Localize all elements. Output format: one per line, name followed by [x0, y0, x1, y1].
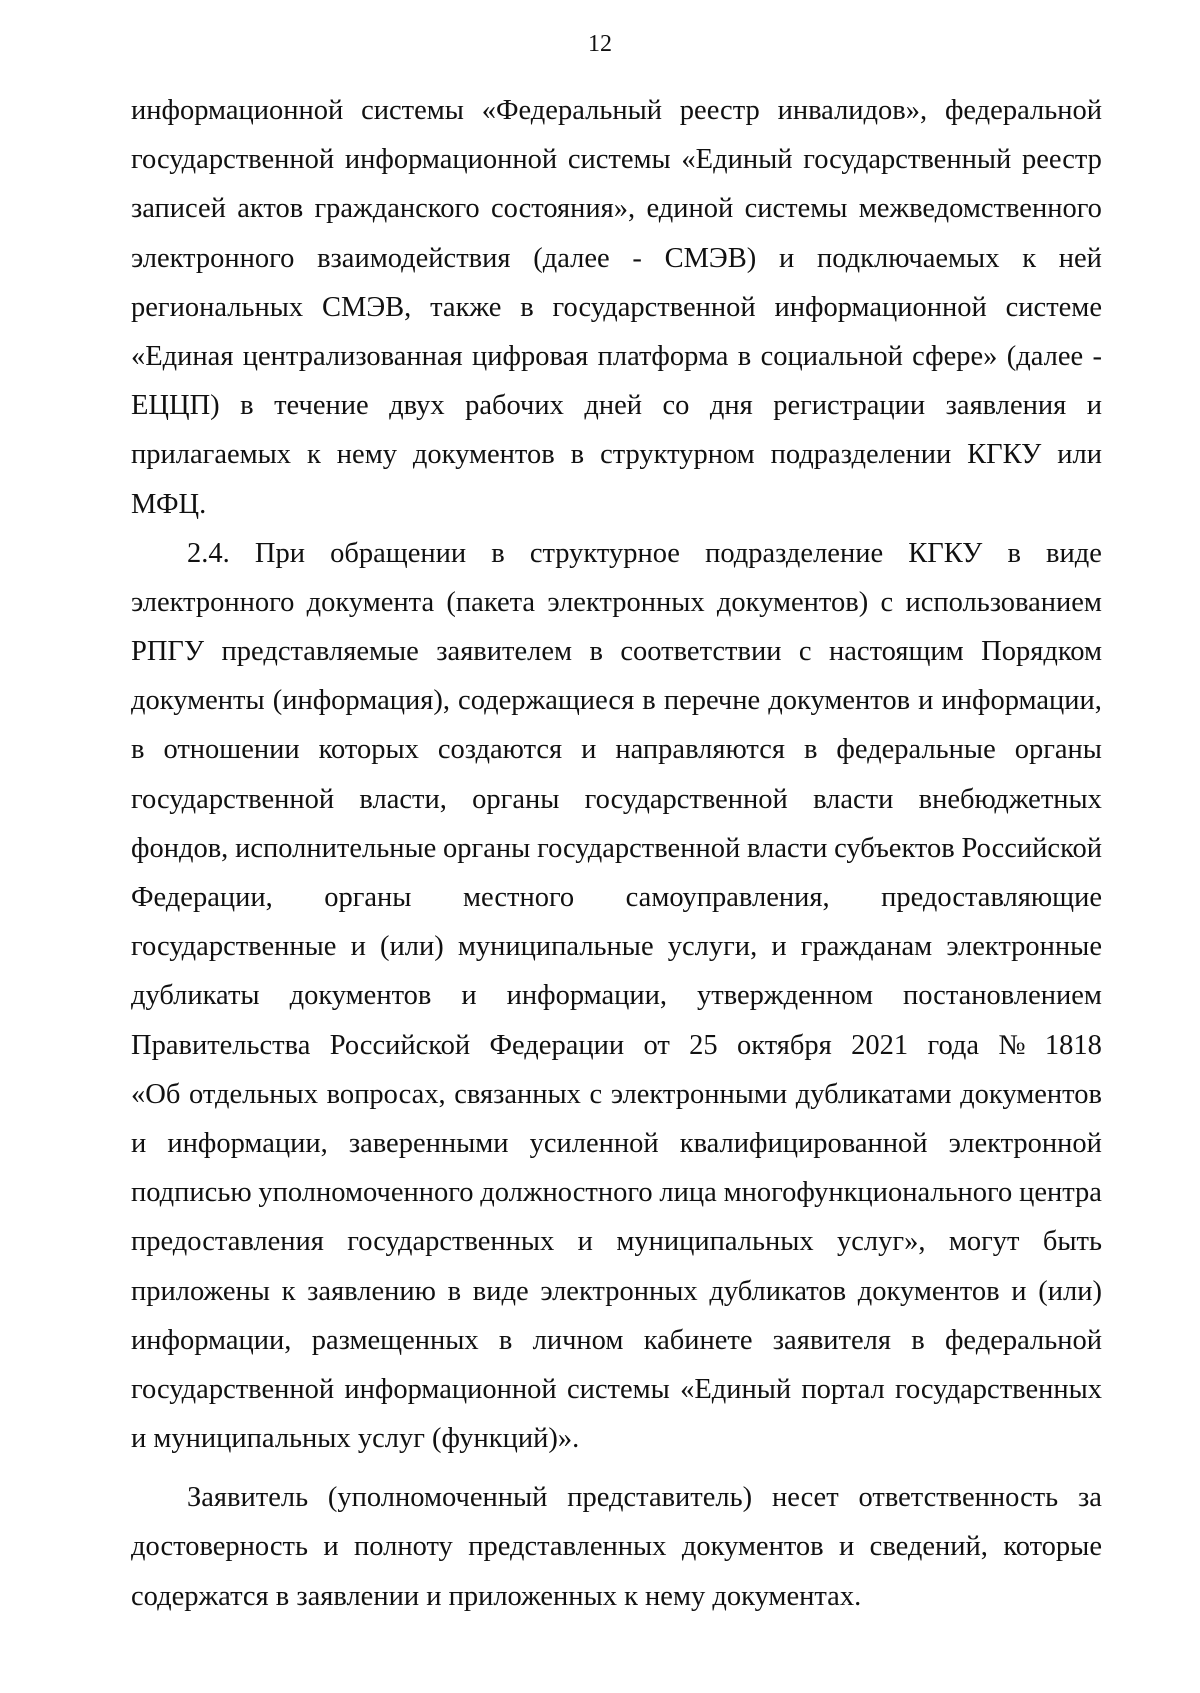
word: сведений, [869, 1531, 988, 1563]
word: с [798, 636, 812, 668]
word: № [998, 1029, 1026, 1061]
text-line [131, 971, 1102, 1020]
text-line: и муниципальных услуг (функций)». [131, 1423, 580, 1455]
word: информационной [344, 144, 558, 176]
word: и [577, 1226, 593, 1258]
word: связанных [454, 1078, 581, 1110]
word: (информация), [272, 685, 450, 717]
word: регистрации [773, 390, 926, 422]
word: дня [709, 390, 753, 422]
word: единой [646, 193, 734, 225]
word: и [461, 980, 477, 1012]
word: 2.4. [187, 537, 230, 569]
word: Заявитель [187, 1482, 309, 1514]
word: электронных [540, 1275, 698, 1307]
word: документа [306, 586, 435, 618]
text-line [131, 873, 1102, 922]
word: в [498, 1324, 513, 1356]
text-line [131, 824, 1102, 873]
text-line [131, 1070, 1102, 1119]
word: и [323, 1531, 339, 1563]
word: информации, [131, 1324, 292, 1356]
text-line: содержатся в заявлении и приложенных к нему документах. [131, 1580, 862, 1612]
word: 25 [689, 1029, 718, 1061]
word: приложены [131, 1275, 270, 1307]
word: заверенными [348, 1127, 509, 1159]
word: «Единый [680, 1373, 792, 1405]
word: реестр [679, 95, 760, 126]
word: усиленной [529, 1127, 659, 1159]
word: быть [1042, 1226, 1102, 1258]
text-line [131, 725, 1102, 774]
word: федеральной [944, 95, 1102, 126]
word: социальной [760, 340, 903, 372]
word: дней [584, 390, 642, 422]
word: информационной [131, 95, 344, 126]
word: электронными [610, 1078, 788, 1110]
word: сфере» [912, 340, 998, 372]
word: соответствии [620, 636, 782, 668]
word: должностного [480, 1177, 653, 1209]
word: (уполномоченный [327, 1482, 548, 1514]
word: органы [324, 882, 412, 913]
word: и [918, 685, 934, 717]
text-line [131, 1168, 1102, 1217]
text-line [131, 1267, 1102, 1316]
word: подразделении [770, 439, 952, 471]
word: многофункционального [723, 1177, 1013, 1209]
word: Правительства [131, 1029, 311, 1061]
word: Порядком [981, 636, 1102, 668]
word: с [880, 586, 894, 618]
word: КГКУ [908, 537, 983, 569]
word: кабинете [643, 1324, 753, 1356]
word: от [643, 1029, 670, 1061]
word: со [662, 390, 690, 422]
word: государственной [131, 783, 335, 815]
word: к [1022, 242, 1037, 274]
paragraph-2 [131, 529, 1102, 1464]
word: электронного [131, 242, 295, 274]
word: Российской [961, 832, 1102, 864]
word: органы [1014, 734, 1102, 766]
word: в [491, 537, 505, 569]
word: Российской [329, 1029, 471, 1061]
word: электронной [948, 1127, 1102, 1159]
word: власти [747, 832, 828, 864]
word: и [771, 931, 787, 963]
word: в [131, 734, 145, 766]
word: (или) [380, 931, 444, 963]
word: уполномоченного [258, 1177, 474, 1209]
word: к [307, 439, 321, 471]
word: квалифицированной [679, 1127, 928, 1159]
word: с [589, 1078, 603, 1110]
word: размещенных [311, 1324, 479, 1356]
word: которых [318, 734, 419, 766]
word: прилагаемых [131, 439, 292, 471]
word: или [1057, 439, 1102, 471]
word: достоверность [131, 1531, 308, 1563]
word: за [1078, 1482, 1102, 1514]
word: и [1086, 390, 1102, 422]
word: утвержденном [697, 980, 873, 1012]
paragraph-3 [131, 1473, 1102, 1621]
text-line [131, 775, 1102, 824]
text-line [131, 676, 1102, 725]
word: представленных [468, 1531, 667, 1563]
word: федеральные [836, 734, 996, 766]
word: представляемые [221, 636, 419, 668]
text-line [131, 922, 1102, 971]
text-line [131, 627, 1102, 676]
word: платформа [597, 340, 729, 372]
word: информации, [167, 1127, 328, 1159]
word: течение [274, 390, 369, 422]
word: в [589, 636, 603, 668]
word: федеральной [944, 1324, 1102, 1356]
word: состояния», [491, 193, 636, 225]
text-line [131, 332, 1102, 381]
word: постановлением [902, 980, 1102, 1012]
word: - [1092, 340, 1102, 372]
word: и [839, 1531, 855, 1563]
word: электронного [131, 586, 295, 618]
word: органы [472, 783, 560, 815]
word: предоставления [131, 1226, 324, 1258]
word: содержащиеся [458, 685, 635, 717]
word: системы [744, 193, 848, 225]
word: в [642, 685, 656, 717]
word: государственных [347, 1226, 555, 1258]
word: цифровая [471, 340, 589, 372]
text-line [131, 1316, 1102, 1365]
word: документов [960, 1078, 1102, 1110]
word: системы [361, 95, 464, 126]
text-line [131, 1365, 1102, 1414]
word: «Единая [131, 340, 234, 372]
word: При [254, 537, 305, 569]
word: отдельных [188, 1078, 318, 1110]
word: документов [768, 685, 911, 717]
text-line [131, 283, 1102, 332]
word: в [240, 390, 254, 422]
text-line [131, 86, 1102, 135]
word: и [131, 1127, 147, 1159]
word: могут [948, 1226, 1020, 1258]
word: структурном [600, 439, 755, 471]
word: портал [801, 1373, 885, 1405]
word: электронных [547, 586, 705, 618]
word: Федерации, [131, 882, 273, 913]
word: государственной [131, 1373, 335, 1405]
word: и [581, 734, 597, 766]
word: в [1007, 537, 1021, 569]
word: рабочих [465, 390, 564, 422]
word: и [778, 242, 795, 274]
word: создаются [437, 734, 563, 766]
word: лица [659, 1177, 717, 1209]
text-line [131, 1119, 1102, 1168]
word: фондов, [131, 832, 229, 864]
word: ЕЦЦП) [131, 390, 220, 422]
word: государственные [131, 931, 337, 963]
text-line [131, 135, 1102, 184]
word: информационной [344, 1373, 557, 1405]
word: муниципальных [616, 1226, 814, 1258]
word: документов [412, 439, 555, 471]
word: системы [567, 144, 671, 176]
word: 2021 [851, 1029, 909, 1061]
word: государственной [131, 144, 335, 176]
word: заявителя [772, 1324, 891, 1356]
word: обращении [330, 537, 467, 569]
word: услуг», [837, 1226, 926, 1258]
word: также [430, 291, 502, 323]
word: информации, [506, 980, 668, 1012]
page-number: 12 [588, 31, 612, 57]
text-line [131, 234, 1102, 283]
word: записей [131, 193, 226, 225]
word: подключаемых [816, 242, 1000, 274]
word: и [350, 931, 366, 963]
word: органы [443, 832, 531, 864]
word: подразделение [705, 537, 884, 569]
word: государственной [552, 291, 756, 323]
word: СМЭВ) [664, 242, 757, 274]
word: власти, [359, 783, 447, 815]
word: системы [566, 1373, 670, 1405]
word: виде [472, 1275, 529, 1307]
word: в [570, 439, 585, 471]
word: дубликатов [709, 1275, 847, 1307]
text-line [131, 1021, 1102, 1070]
word: взаимодействия [317, 242, 511, 274]
word: реестр [1021, 144, 1102, 176]
word: отношении [163, 734, 300, 766]
word: электронные [946, 931, 1102, 963]
word: ответственность [858, 1482, 1059, 1514]
word: в [520, 291, 534, 323]
word: «Федеральный [481, 95, 662, 126]
word: документы [131, 685, 265, 717]
text-line [131, 184, 1102, 233]
word: самоуправления, [625, 882, 830, 913]
word: местного [462, 882, 575, 913]
word: нему [336, 439, 397, 471]
word: в [447, 1275, 462, 1307]
word: КГКУ [967, 439, 1042, 471]
word: в [803, 734, 818, 766]
word: (далее [1006, 340, 1084, 372]
word: подписью [131, 1177, 252, 1209]
word: представитель) [567, 1482, 753, 1514]
word: государственный [803, 144, 1012, 176]
word: государственных [894, 1373, 1102, 1405]
text-line: МФЦ. [131, 488, 207, 520]
text-line [131, 578, 1102, 627]
word: РПГУ [131, 636, 205, 668]
word: внебюджетных [918, 783, 1102, 815]
word: услуги, [667, 931, 758, 963]
word: межведомственного [858, 193, 1102, 225]
word: государственной [584, 783, 788, 815]
word: исполнительные [235, 832, 437, 864]
word: предоставляющие [881, 882, 1102, 913]
word: перечне [663, 685, 761, 717]
word: «Единый [681, 144, 793, 176]
word: двух [389, 390, 445, 422]
word: октября [737, 1029, 832, 1061]
word: - [632, 242, 642, 274]
word: государственной [537, 832, 741, 864]
word: «Об [131, 1078, 181, 1110]
text-line [131, 1217, 1102, 1266]
document-body [131, 86, 1102, 1621]
word: дубликаты [131, 980, 260, 1012]
word: которые [1003, 1531, 1102, 1563]
paragraph-1 [131, 86, 1102, 529]
word: дубликатами [795, 1078, 952, 1110]
word: документов) [716, 586, 869, 618]
word: централизованная [242, 340, 463, 372]
word: инвалидов», [777, 95, 928, 126]
word: настоящим [829, 636, 964, 668]
word: в [911, 1324, 925, 1356]
text-line [131, 529, 1102, 578]
word: ней [1058, 242, 1102, 274]
word: Федерации [489, 1029, 625, 1061]
word: актов [237, 193, 304, 225]
word: структурное [529, 537, 680, 569]
word: информации, [941, 685, 1102, 717]
word: виде [1046, 537, 1102, 569]
text-line [131, 430, 1102, 479]
word: центра [1019, 1177, 1102, 1209]
word: (пакета [446, 586, 536, 618]
word: (далее [533, 242, 610, 274]
word: вопросах, [326, 1078, 446, 1110]
word: 1818 [1044, 1029, 1102, 1061]
word: направляются [615, 734, 785, 766]
word: несет [771, 1482, 839, 1514]
word: заявления [945, 390, 1067, 422]
word: гражданского [314, 193, 480, 225]
word: муниципальные [457, 931, 654, 963]
word: года [927, 1029, 980, 1061]
text-line [131, 1522, 1102, 1571]
word: личном [532, 1324, 624, 1356]
word: в [737, 340, 752, 372]
text-line [131, 381, 1102, 430]
word: СМЭВ, [321, 291, 412, 323]
word: и [1011, 1275, 1027, 1307]
word: информационной [774, 291, 987, 323]
word: заявлению [307, 1275, 436, 1307]
word: к [281, 1275, 296, 1307]
word: системе [1005, 291, 1102, 323]
word: документов [289, 980, 432, 1012]
word: заявителем [436, 636, 573, 668]
word: власти [813, 783, 894, 815]
word: гражданам [800, 931, 933, 963]
word: (или) [1038, 1275, 1102, 1307]
word: полноту [354, 1531, 453, 1563]
text-line [131, 1473, 1102, 1522]
word: субъектов [834, 832, 955, 864]
word: документов [857, 1275, 1000, 1307]
word: региональных [131, 291, 304, 323]
word: использованием [905, 586, 1102, 618]
word: документов [681, 1531, 824, 1563]
